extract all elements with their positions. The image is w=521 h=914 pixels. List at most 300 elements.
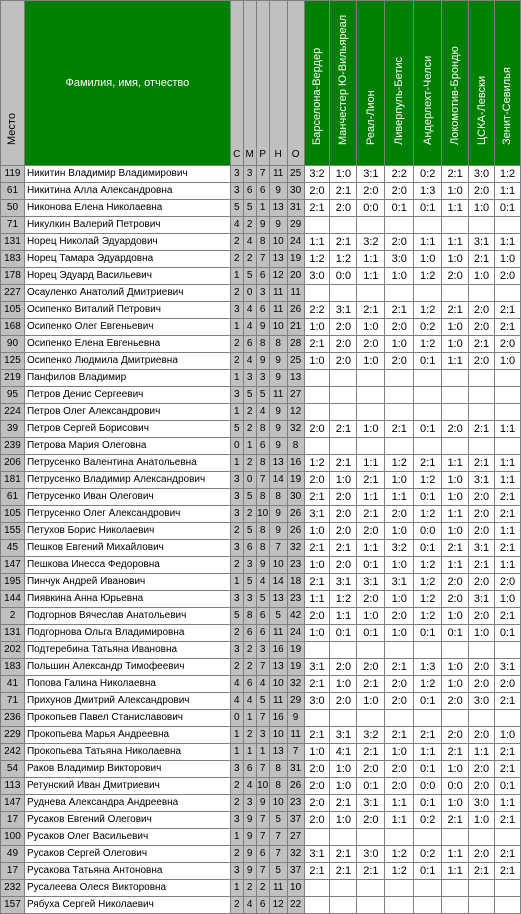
score-cell: 1:2	[414, 472, 442, 489]
place-cell: 54	[1, 761, 25, 778]
stat-cell: 9	[256, 795, 269, 812]
score-cell	[442, 387, 469, 404]
name-cell: Пинчук Андрей Иванович	[24, 574, 230, 591]
stat-cell: 10	[256, 778, 269, 795]
stat-cell: 6	[243, 625, 256, 642]
score-cell: 0:2	[414, 319, 442, 336]
score-cell: 0:1	[494, 200, 520, 217]
name-cell: Петрусенко Валентина Анатольевна	[24, 455, 230, 472]
score-cell: 2:0	[357, 591, 385, 608]
score-cell: 3:2	[357, 234, 385, 251]
table-row	[1, 268, 521, 285]
score-cell: 2:0	[442, 591, 469, 608]
score-cell: 3:0	[304, 268, 330, 285]
score-cell	[494, 387, 520, 404]
score-cell: 2:0	[469, 523, 495, 540]
score-cell: 0:1	[414, 625, 442, 642]
score-cell: 1:0	[385, 523, 414, 540]
match-header-label: Андерлехт-Челси	[421, 55, 434, 145]
table-row	[1, 846, 521, 863]
stat-cell: 12	[269, 897, 287, 914]
score-cell: 2:0	[385, 506, 414, 523]
score-cell	[330, 829, 357, 846]
score-cell	[414, 217, 442, 234]
score-cell: 1:2	[414, 574, 442, 591]
table-row	[1, 591, 521, 608]
score-cell: 1:1	[414, 744, 442, 761]
stat-cell: 31	[287, 761, 304, 778]
score-cell: 2:0	[330, 506, 357, 523]
score-cell: 1:0	[304, 625, 330, 642]
score-cell: 2:0	[357, 336, 385, 353]
stat-cell: 3	[256, 285, 269, 302]
score-cell: 1:1	[385, 489, 414, 506]
score-cell: 2:1	[494, 693, 520, 710]
score-cell: 2:0	[494, 268, 520, 285]
score-cell	[330, 387, 357, 404]
place-cell: 147	[1, 557, 25, 574]
score-cell: 2:0	[494, 336, 520, 353]
score-cell	[414, 880, 442, 897]
stat-cell: 23	[287, 557, 304, 574]
score-cell: 0:0	[330, 268, 357, 285]
score-cell	[469, 404, 495, 421]
score-cell: 0:1	[414, 489, 442, 506]
score-cell: 1:0	[442, 659, 469, 676]
stat-cell: 2	[230, 897, 243, 914]
table-row	[1, 880, 521, 897]
score-cell: 2:0	[330, 353, 357, 370]
score-cell: 2:1	[442, 744, 469, 761]
place-cell: 242	[1, 744, 25, 761]
stat-cell: 13	[269, 251, 287, 268]
stat-cell: 10	[256, 506, 269, 523]
score-cell: 1:0	[304, 353, 330, 370]
score-cell: 2:0	[385, 676, 414, 693]
score-cell: 2:0	[304, 183, 330, 200]
stat-cell: 9	[269, 353, 287, 370]
stat-cell: 9	[269, 404, 287, 421]
stat-cell: 9	[243, 846, 256, 863]
stat-cell: 8	[256, 523, 269, 540]
score-cell: 2:1	[442, 812, 469, 829]
stat-cell: 4	[256, 404, 269, 421]
score-cell	[357, 217, 385, 234]
score-cell: 3:1	[469, 591, 495, 608]
score-cell: 1:2	[385, 863, 414, 880]
score-cell: 3:1	[330, 574, 357, 591]
score-cell: 2:1	[494, 744, 520, 761]
score-cell: 2:0	[304, 812, 330, 829]
score-cell: 1:0	[494, 727, 520, 744]
score-cell	[442, 370, 469, 387]
match-header	[357, 1, 385, 166]
score-cell	[330, 897, 357, 914]
score-cell: 2:1	[469, 336, 495, 353]
name-cell: Петрусенко Иван Олегович	[24, 489, 230, 506]
stat-cell: 2	[230, 353, 243, 370]
score-cell: 1:1	[414, 234, 442, 251]
stat-cell: 1	[230, 370, 243, 387]
score-cell: 2:1	[357, 302, 385, 319]
stat-cell: 2	[243, 251, 256, 268]
score-cell: 1:0	[385, 557, 414, 574]
score-cell	[330, 285, 357, 302]
score-cell: 2:0	[357, 523, 385, 540]
stat-cell: 9	[269, 421, 287, 438]
stat-cell: 1	[230, 268, 243, 285]
name-cell: Норец Эдуард Васильевич	[24, 268, 230, 285]
stat-cell: 19	[287, 659, 304, 676]
table-row	[1, 829, 521, 846]
score-cell	[494, 285, 520, 302]
score-cell: 1:0	[442, 251, 469, 268]
score-cell: 1:1	[494, 472, 520, 489]
score-cell: 2:0	[442, 421, 469, 438]
stat-cell: 11	[287, 285, 304, 302]
stat-cell: 11	[269, 625, 287, 642]
place-cell: 41	[1, 676, 25, 693]
stat-cell: 10	[269, 727, 287, 744]
stat-cell: 37	[287, 812, 304, 829]
stat-cell: 7	[256, 812, 269, 829]
score-cell: 2:1	[357, 506, 385, 523]
score-cell	[414, 438, 442, 455]
score-cell: 2:1	[414, 727, 442, 744]
match-header-label: Локомотив-Брондю	[449, 46, 462, 145]
table-row	[1, 506, 521, 523]
score-cell: 1:1	[442, 234, 469, 251]
stat-cell: 8	[243, 608, 256, 625]
score-cell: 2:1	[469, 863, 495, 880]
score-cell: 1:1	[494, 421, 520, 438]
stat-cell: 1	[230, 727, 243, 744]
stat-cell: 13	[269, 591, 287, 608]
stat-cell: 8	[256, 455, 269, 472]
stat-cell: 6	[256, 625, 269, 642]
table-row	[1, 166, 521, 183]
score-cell: 2:1	[330, 421, 357, 438]
name-cell: Петров Сергей Борисович	[24, 421, 230, 438]
stat-cell: 3	[230, 506, 243, 523]
score-cell: 2:1	[494, 863, 520, 880]
table-row	[1, 863, 521, 880]
table-row	[1, 795, 521, 812]
score-cell: 2:1	[494, 608, 520, 625]
place-cell: 183	[1, 251, 25, 268]
stat-cell: 7	[256, 761, 269, 778]
score-cell: 1:0	[442, 489, 469, 506]
score-cell: 1:0	[414, 251, 442, 268]
score-cell	[414, 285, 442, 302]
place-cell: 168	[1, 319, 25, 336]
place-cell: 155	[1, 523, 25, 540]
stat-cell: 2	[230, 795, 243, 812]
stat-cell: 31	[287, 200, 304, 217]
score-cell: 2:1	[357, 744, 385, 761]
place-cell: 125	[1, 353, 25, 370]
score-cell: 1:2	[414, 302, 442, 319]
score-cell: 1:0	[385, 336, 414, 353]
stat-cell: 4	[243, 693, 256, 710]
score-cell: 1:1	[304, 591, 330, 608]
score-cell: 2:0	[442, 268, 469, 285]
stat-cell: 2	[230, 523, 243, 540]
stat-cell: 9	[256, 217, 269, 234]
score-cell	[304, 829, 330, 846]
score-cell: 2:1	[385, 302, 414, 319]
score-cell: 2:0	[330, 489, 357, 506]
place-cell: 229	[1, 727, 25, 744]
score-cell: 2:1	[304, 863, 330, 880]
match-header-label: Зенит-Севилья	[501, 67, 514, 145]
score-cell: 1:0	[304, 557, 330, 574]
table-row	[1, 489, 521, 506]
match-header-label: ЦСКА-Левски	[475, 75, 488, 145]
stat-cell: 1	[256, 744, 269, 761]
score-cell: 2:0	[330, 200, 357, 217]
stat-cell: 3	[256, 727, 269, 744]
score-cell: 1:0	[304, 523, 330, 540]
place-cell: 2	[1, 608, 25, 625]
table-row	[1, 200, 521, 217]
name-cell: Петров Денис Сергеевич	[24, 387, 230, 404]
score-cell: 2:1	[304, 336, 330, 353]
name-cell: Прокопьев Павел Станиславович	[24, 710, 230, 727]
score-cell	[469, 710, 495, 727]
score-cell: 1:1	[357, 540, 385, 557]
score-cell	[442, 285, 469, 302]
score-cell: 1:0	[385, 591, 414, 608]
score-cell: 4:1	[330, 744, 357, 761]
name-cell: Подгорнов Вячеслав Анатольевич	[24, 608, 230, 625]
table-row	[1, 285, 521, 302]
score-cell	[330, 880, 357, 897]
stat-cell: 1	[243, 710, 256, 727]
score-cell: 3:2	[304, 166, 330, 183]
table-row	[1, 557, 521, 574]
score-cell: 2:0	[385, 778, 414, 795]
stat-cell: 3	[256, 370, 269, 387]
score-cell	[385, 370, 414, 387]
score-cell: 1:0	[442, 523, 469, 540]
score-cell: 0:0	[414, 778, 442, 795]
stat-cell: 6	[256, 268, 269, 285]
stat-cell: 6	[256, 846, 269, 863]
table-row	[1, 353, 521, 370]
score-cell	[442, 404, 469, 421]
score-cell: 0:1	[357, 557, 385, 574]
score-cell: 2:0	[469, 676, 495, 693]
place-cell: 206	[1, 455, 25, 472]
score-cell: 2:0	[357, 659, 385, 676]
match-header	[469, 1, 495, 166]
score-cell: 0:1	[494, 778, 520, 795]
table-row	[1, 761, 521, 778]
score-cell: 2:0	[469, 353, 495, 370]
score-cell: 2:0	[385, 183, 414, 200]
stat-cell: 0	[230, 710, 243, 727]
table-row	[1, 693, 521, 710]
stat-cell: 9	[269, 523, 287, 540]
stat-cell: 10	[269, 676, 287, 693]
name-header: Фамилия, имя, отчество	[24, 1, 230, 166]
stat-cell: 14	[269, 574, 287, 591]
stat-cell: 3	[243, 557, 256, 574]
stat-cell: 4	[243, 234, 256, 251]
table-row	[1, 302, 521, 319]
stat-cell: 10	[269, 557, 287, 574]
score-cell: 2:1	[494, 506, 520, 523]
score-cell: 2:0	[494, 574, 520, 591]
stat-cell: 10	[269, 319, 287, 336]
stat-cell: 4	[230, 693, 243, 710]
stat-cell: 1	[230, 404, 243, 421]
score-cell: 1:0	[357, 608, 385, 625]
match-header	[442, 1, 469, 166]
score-cell	[385, 285, 414, 302]
table-row	[1, 234, 521, 251]
stat-cell: 2	[243, 659, 256, 676]
place-cell: 61	[1, 489, 25, 506]
score-cell: 3:1	[304, 659, 330, 676]
stat-header	[243, 1, 256, 166]
stat-cell: 8	[256, 421, 269, 438]
stat-cell: 2	[243, 404, 256, 421]
score-cell: 1:1	[442, 506, 469, 523]
stat-cell: 7	[269, 846, 287, 863]
score-cell: 1:1	[494, 795, 520, 812]
score-cell: 0:0	[414, 523, 442, 540]
stat-cell: 8	[269, 761, 287, 778]
name-cell: Осипенко Людмила Дмитриевна	[24, 353, 230, 370]
stat-cell: 4	[230, 217, 243, 234]
score-cell	[304, 285, 330, 302]
stat-cell: 2	[230, 234, 243, 251]
stat-cell: 5	[243, 574, 256, 591]
score-cell: 2:0	[304, 778, 330, 795]
stat-cell: 8	[256, 540, 269, 557]
stat-cell: 6	[243, 336, 256, 353]
stat-cell: 26	[287, 302, 304, 319]
name-cell: Польшин Александр Тимофеевич	[24, 659, 230, 676]
score-cell	[442, 642, 469, 659]
score-cell: 1:0	[357, 353, 385, 370]
score-cell: 3:1	[469, 234, 495, 251]
table-row	[1, 404, 521, 421]
score-cell: 0:1	[330, 625, 357, 642]
score-cell: 1:2	[304, 455, 330, 472]
stat-cell: 11	[287, 727, 304, 744]
score-cell: 3:1	[385, 574, 414, 591]
stat-cell: 3	[243, 795, 256, 812]
table-row	[1, 540, 521, 557]
stat-cell: 4	[243, 302, 256, 319]
stat-cell: 3	[230, 302, 243, 319]
table-header	[1, 1, 521, 166]
name-cell: Никонова Елена Николаевна	[24, 200, 230, 217]
stat-cell: 0	[230, 438, 243, 455]
score-cell	[494, 370, 520, 387]
score-cell	[442, 897, 469, 914]
score-cell: 2:0	[469, 778, 495, 795]
score-cell: 3:1	[357, 795, 385, 812]
name-cell: Петрова Мария Олеговна	[24, 438, 230, 455]
stat-cell: 9	[269, 217, 287, 234]
table-row	[1, 812, 521, 829]
score-cell: 1:2	[330, 591, 357, 608]
stat-cell: 6	[243, 183, 256, 200]
table-row	[1, 472, 521, 489]
stat-cell: 5	[243, 268, 256, 285]
score-cell	[494, 897, 520, 914]
score-cell: 2:1	[494, 319, 520, 336]
stat-cell: 7	[256, 863, 269, 880]
score-cell: 0:1	[414, 761, 442, 778]
stat-cell: 16	[269, 710, 287, 727]
score-cell: 1:1	[357, 268, 385, 285]
stat-cell: 2	[243, 455, 256, 472]
name-cell: Петров Олег Александрович	[24, 404, 230, 421]
score-cell: 0:1	[385, 200, 414, 217]
name-cell: Прокопьева Татьяна Николаевна	[24, 744, 230, 761]
match-header	[330, 1, 357, 166]
name-cell: Попова Галина Николаевна	[24, 676, 230, 693]
score-cell: 3:0	[469, 795, 495, 812]
score-cell: 1:0	[304, 319, 330, 336]
score-cell: 1:2	[414, 268, 442, 285]
score-cell: 2:0	[385, 608, 414, 625]
name-cell: Осауленко Анатолий Дмитриевич	[24, 285, 230, 302]
score-cell: 2:1	[494, 812, 520, 829]
stat-cell: 7	[256, 472, 269, 489]
place-cell: 71	[1, 217, 25, 234]
score-cell: 2:1	[304, 489, 330, 506]
stat-cell: 27	[287, 387, 304, 404]
stat-cell: 5	[256, 387, 269, 404]
stat-cell: 29	[287, 217, 304, 234]
score-cell: 2:1	[414, 455, 442, 472]
stat-cell: 30	[287, 489, 304, 506]
name-cell: Русаков Олег Васильевич	[24, 829, 230, 846]
stat-cell: 32	[287, 421, 304, 438]
score-cell: 2:0	[385, 353, 414, 370]
table-body	[1, 166, 521, 914]
score-cell: 2:2	[385, 166, 414, 183]
stat-cell: 13	[269, 744, 287, 761]
score-cell: 1:1	[385, 795, 414, 812]
stat-cell: 19	[287, 472, 304, 489]
score-cell: 2:0	[330, 336, 357, 353]
match-header	[304, 1, 330, 166]
place-cell: 195	[1, 574, 25, 591]
table-row	[1, 744, 521, 761]
stat-cell: 13	[269, 200, 287, 217]
stat-cell: 5	[243, 387, 256, 404]
stat-cell: 32	[287, 540, 304, 557]
stat-cell: 29	[287, 693, 304, 710]
score-cell: 1:0	[469, 625, 495, 642]
score-cell: 2:1	[494, 846, 520, 863]
score-cell: 2:0	[442, 693, 469, 710]
stat-cell: 14	[269, 472, 287, 489]
stat-cell: 1	[230, 574, 243, 591]
place-cell: 224	[1, 404, 25, 421]
stat-cell: 10	[287, 880, 304, 897]
score-cell: 2:1	[442, 166, 469, 183]
score-cell: 2:0	[469, 319, 495, 336]
stat-cell: 3	[230, 591, 243, 608]
